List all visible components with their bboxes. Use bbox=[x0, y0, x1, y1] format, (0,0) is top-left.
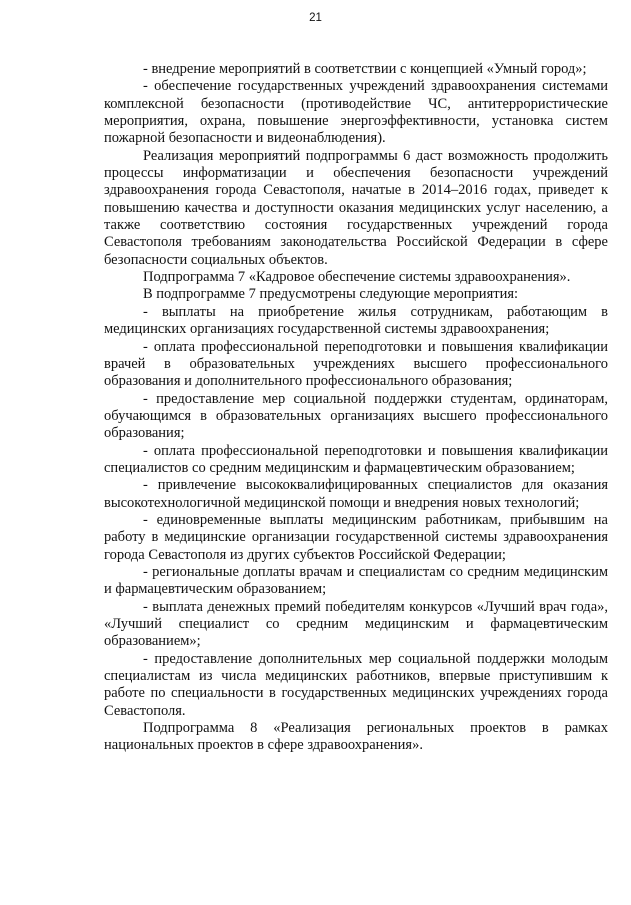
subprogram-7-intro: В подпрограмме 7 предусмотрены следующие мероприятия: bbox=[143, 286, 519, 303]
list-item-young-specialists: - предоставление дополнительных мер социальной поддержки молодым специалистам из числа медицинских работников, впервые приступившим к работе по специальности в государственных медицинских учреждениях города Севастополя. bbox=[104, 650, 608, 719]
list-item-nurse-retraining: - оплата профессиональной переподготовки и повышения квалификации специалистов со средним медицинским и фармацевтическим образованием; bbox=[104, 442, 608, 476]
list-item-student-support: - предоставление мер социальной поддержки студентам, ординаторам, обучающимся в образовательных организациях высшего профессионального образования; bbox=[104, 390, 608, 442]
document-body bbox=[104, 61, 608, 755]
list-item-specialist-recruitment: - привлечение высококвалифицированных специалистов для оказания высокотехнологичной медицинской помощи и внедрения новых технологий; bbox=[104, 477, 608, 511]
paragraph-subprogram-6-result: Реализация мероприятий подпрограммы 6 даст возможность продолжить процессы информатизации и обеспечения безопасности учреждений здравоохранения города Севастополя, начатые в 2014–2016 годах, приведет к повышению качества и доступности оказания медицинских услуг населению, а также соответствию состояния государственных учреждений города Севастополя требованиям законодательства Российской Федерации в сфере безопасности социальных объектов. bbox=[104, 147, 608, 268]
subprogram-8-heading: Подпрограмма 8 «Реализация региональных проектов в рамках национальных проектов в сфере здравоохранения». bbox=[104, 720, 608, 754]
list-item-security-systems: - обеспечение государственных учреждений здравоохранения системами комплексной безопасности (противодействие ЧС, антитеррористические мероприятия, охрана, повышение энергоэффективности, установка систем пожарной безопасности и видеонаблюдения). bbox=[104, 78, 608, 147]
list-item-smart-city: - внедрение мероприятий в соответствии с концепцией «Умный город»; bbox=[143, 61, 587, 77]
list-item-regional-bonuses: - региональные доплаты врачам и специалистам со средним медицинским и фармацевтическим образованием; bbox=[104, 563, 608, 598]
list-item-doctor-retraining: - оплата профессиональной переподготовки и повышения квалификации врачей в образовательных учреждениях высшего профессионального образования и дополнительного профессионального образования; bbox=[104, 338, 608, 390]
page-number: 21 bbox=[309, 12, 322, 24]
list-item-housing-payments: - выплаты на приобретение жилья сотрудникам, работающим в медицинских организациях государственной системы здравоохранения; bbox=[104, 303, 608, 338]
list-item-one-time-payments: - единовременные выплаты медицинским работникам, прибывшим на работу в медицинские организации государственной системы здравоохранения города Севастополя из других субъектов Российской Федерации; bbox=[104, 511, 608, 563]
list-item-contest-prizes: - выплата денежных премий победителям конкурсов «Лучший врач года», «Лучший специалист со средним медицинским и фармацевтическим образованием»; bbox=[104, 598, 608, 650]
subprogram-7-heading: Подпрограмма 7 «Кадровое обеспечение системы здравоохранения». bbox=[143, 269, 571, 286]
